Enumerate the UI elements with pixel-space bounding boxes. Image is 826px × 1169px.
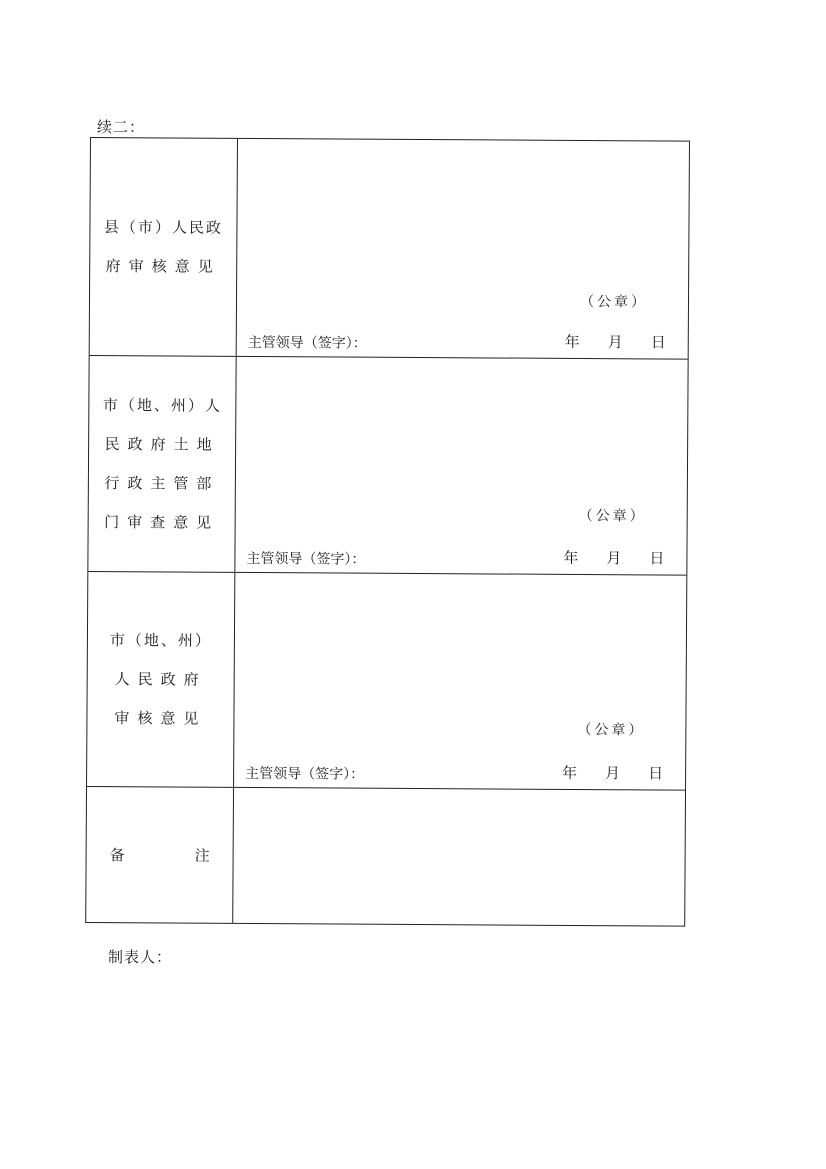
signer-label: 主管领导（签字）：: [246, 550, 366, 568]
remarks-label-right: 注: [194, 846, 210, 865]
remarks-label: [86, 787, 234, 923]
remarks-content: [233, 788, 685, 926]
label-line: 人民政府: [114, 669, 207, 689]
day-label: 日: [649, 549, 665, 568]
day-label: 日: [648, 764, 664, 783]
county-review-row: [90, 138, 689, 359]
official-seal-label: （公章）: [578, 507, 647, 525]
label-line: 市（地、州）: [109, 630, 212, 650]
city-review-row: [87, 571, 686, 790]
label-line: 审核意见: [114, 708, 207, 728]
remarks-label-left: 备: [109, 846, 125, 865]
date-field: [563, 547, 664, 569]
preparer-label: 制表人：: [108, 948, 173, 966]
signer-label: 主管领导（签字）：: [247, 334, 367, 352]
county-review-label: [90, 138, 238, 356]
month-label: 月: [607, 333, 623, 352]
year-label: 年: [563, 548, 579, 567]
month-label: 月: [606, 549, 622, 568]
label-line: 行政主管部: [104, 473, 220, 493]
official-seal-label: （公章）: [579, 293, 649, 311]
label-line: 市（地、州）人: [102, 395, 222, 415]
land-dept-review-content: [235, 357, 687, 575]
year-label: 年: [562, 763, 578, 782]
signer-label: 主管领导（签字）：: [245, 765, 365, 783]
city-review-content: [234, 573, 686, 790]
month-label: 月: [605, 764, 621, 783]
date-field: [565, 331, 666, 353]
label-line: 府审核意见: [105, 256, 221, 276]
land-dept-review-label: [88, 356, 236, 572]
review-table: [85, 137, 690, 927]
official-seal-label: （公章）: [577, 721, 646, 739]
label-line: 门审查意见: [104, 512, 220, 532]
remarks-row: [86, 786, 685, 926]
day-label: 日: [650, 333, 666, 352]
land-dept-review-row: [88, 355, 687, 575]
county-review-content: [237, 139, 689, 359]
date-field: [562, 762, 663, 784]
label-line: 县（市）人民政: [103, 217, 224, 237]
continued-label: 续二：: [97, 118, 146, 136]
label-line: 民政府土地: [104, 434, 220, 454]
city-review-label: [87, 572, 235, 787]
year-label: 年: [564, 332, 580, 351]
